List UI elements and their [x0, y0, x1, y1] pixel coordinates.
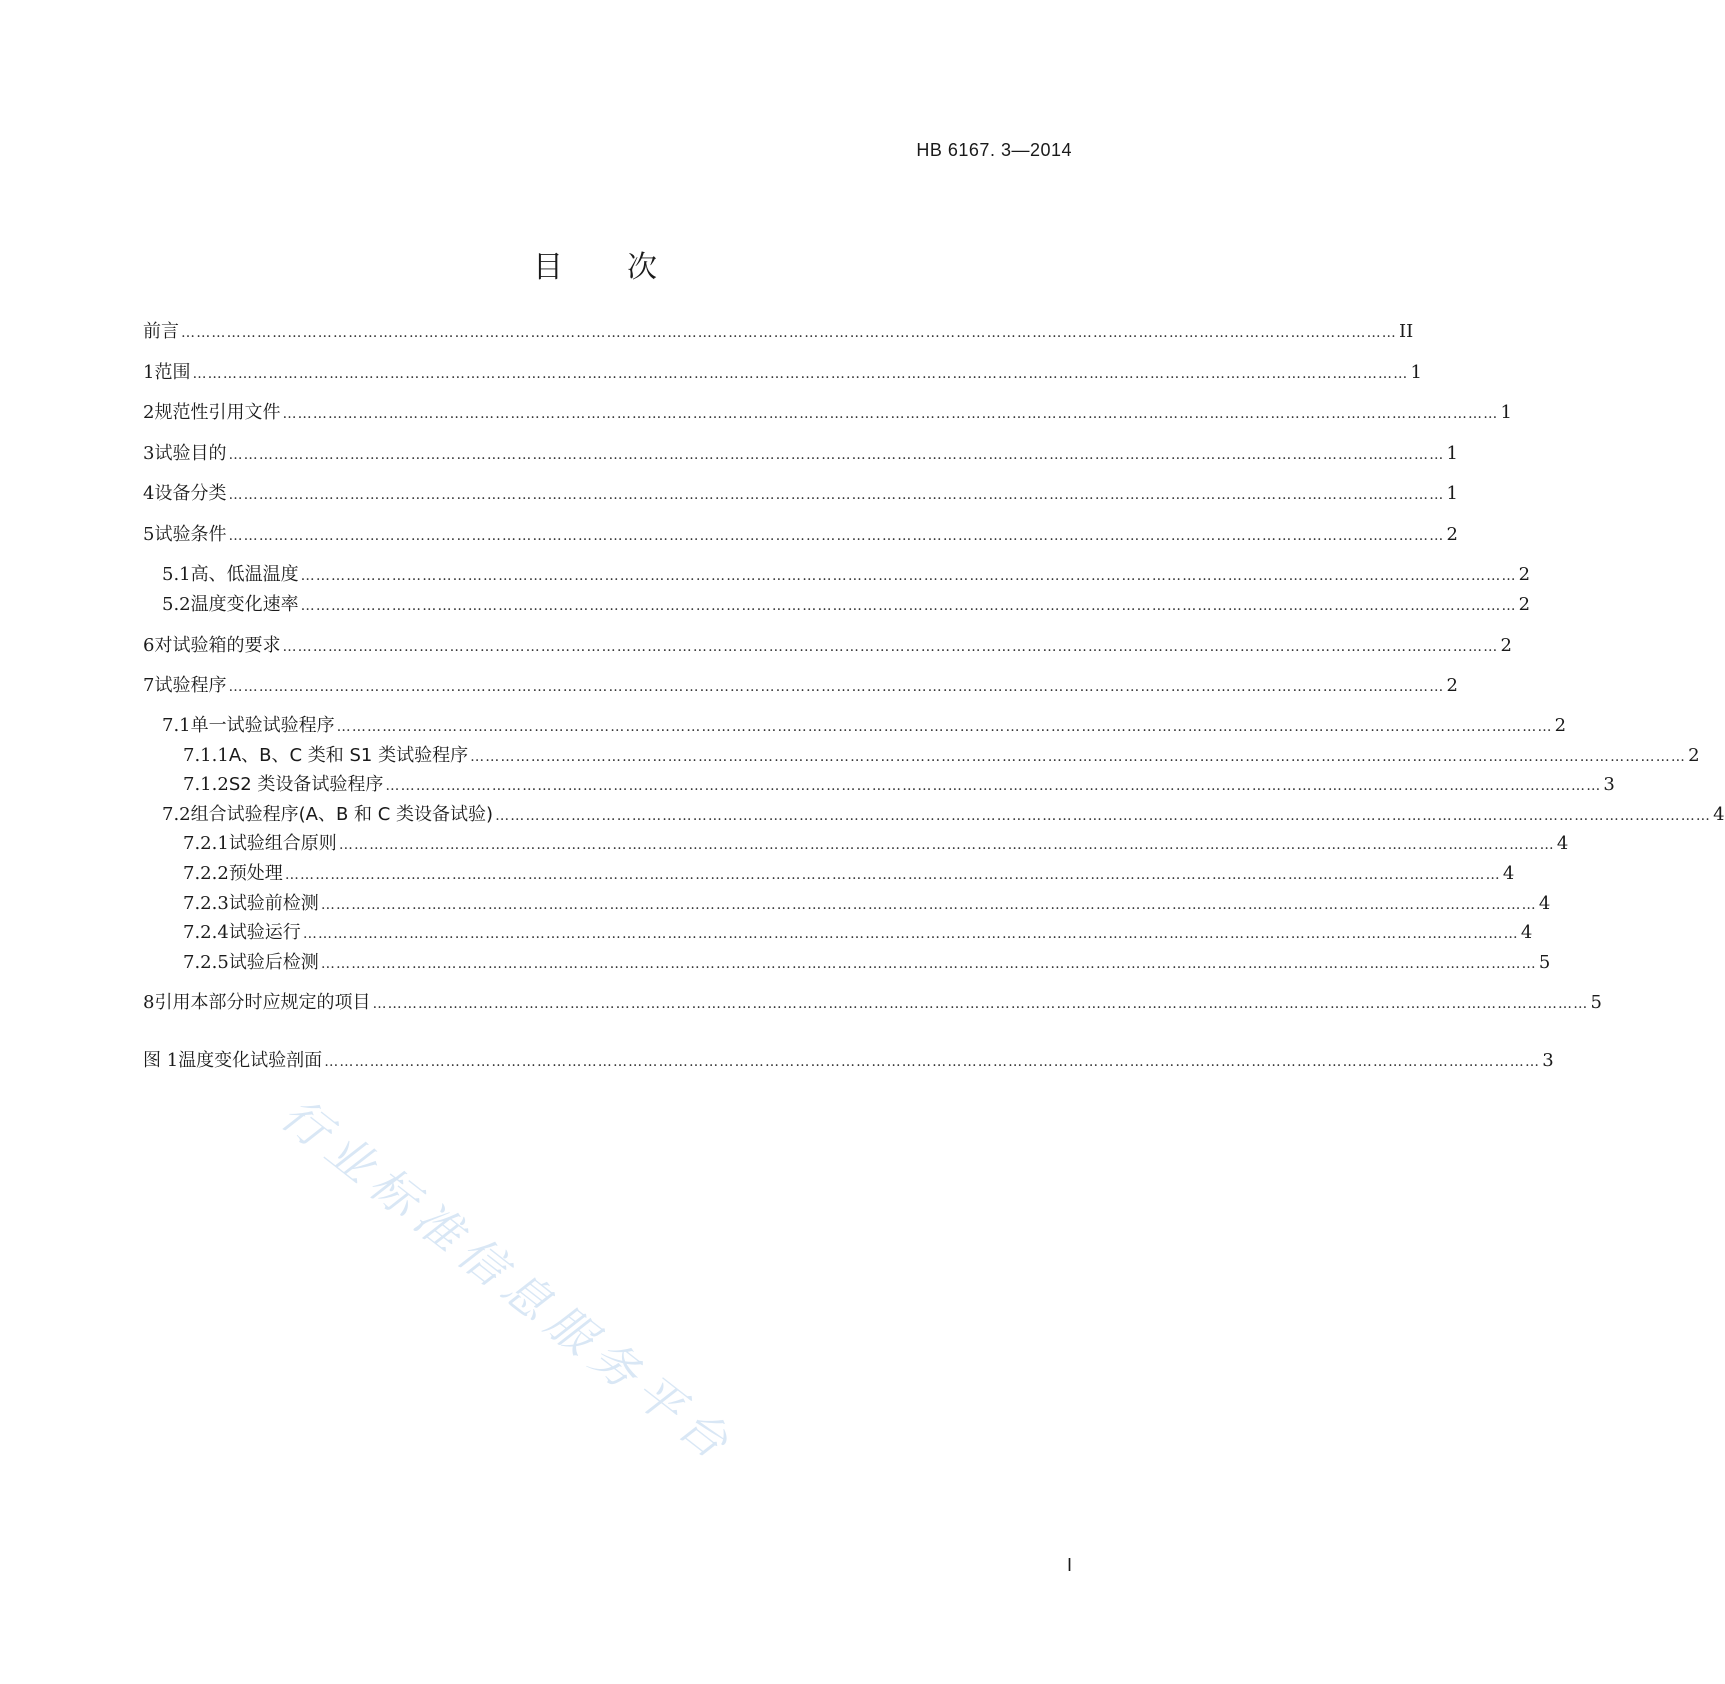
toc-page-number: 1 [1500, 402, 1512, 423]
toc-entry-6[interactable] [143, 634, 1512, 658]
toc-entry-number: 8 [143, 992, 155, 1013]
toc-entry-8[interactable] [143, 991, 1602, 1015]
toc-entry-text: A、B、C 类和 S1 类试验程序 [228, 745, 469, 766]
toc-page-number: 4 [1556, 833, 1569, 854]
toc-leader: …………………………………………………………………………………………………………………………………………………………………………………………………………………… [284, 867, 1501, 883]
toc-leader: …………………………………………………………………………………………………………………………………………………………………………………………………………………… [495, 808, 1712, 824]
toc-page-number: 5 [1538, 952, 1551, 973]
toc-entry-7-2-1[interactable] [183, 832, 1569, 856]
toc-entry-foreword[interactable] [143, 320, 1414, 344]
toc-page-number: 4 [1713, 804, 1725, 825]
toc-entry-7-2-3[interactable] [183, 892, 1551, 916]
toc-leader: …………………………………………………………………………………………………………………………………………………………………………………………………………………… [181, 325, 1397, 341]
toc-page-number: 4 [1502, 863, 1515, 884]
toc-page-number: 4 [1520, 922, 1533, 943]
toc-page-number: 2 [1688, 745, 1700, 766]
toc-leader: …………………………………………………………………………………………………………………………………………………………………………………………………………………… [192, 366, 1409, 382]
toc-leader: …………………………………………………………………………………………………………………………………………………………………………………………………………………… [372, 996, 1589, 1012]
toc-entry-number: 4 [143, 483, 155, 504]
toc-page-number: 1 [1410, 362, 1422, 383]
toc-entry-number: 7.1 [162, 715, 191, 736]
title-char-1: 目 [533, 250, 563, 285]
toc-page-number: 2 [1446, 675, 1458, 696]
toc-entry-text: 温度变化试验剖面 [178, 1050, 323, 1071]
toc-page-number: 2 [1518, 564, 1531, 585]
toc-entry-number: 7.2.2 [183, 863, 229, 884]
toc-entry-number: 6 [143, 635, 155, 656]
document-code: HB 6167. 3—2014 [916, 140, 1072, 160]
toc-entry-text: 对试验箱的要求 [154, 635, 281, 656]
toc-leader: …………………………………………………………………………………………………………………………………………………………………………………………………………………… [228, 679, 1445, 695]
toc-entry-text: 预处理 [228, 863, 283, 884]
toc-entry-number: 3 [143, 443, 155, 464]
toc-entry-7-2[interactable] [162, 803, 1725, 827]
toc-leader: …………………………………………………………………………………………………………………………………………………………………………………………………………………… [320, 897, 1537, 913]
toc-entry-text: 引用本部分时应规定的项目 [154, 992, 371, 1013]
toc-entry-5-1[interactable] [162, 563, 1531, 587]
toc-entry-7[interactable] [143, 674, 1458, 698]
title-char-2: 次 [627, 250, 657, 285]
toc-entry-2[interactable] [143, 401, 1512, 425]
toc-entry-7-2-4[interactable] [183, 921, 1533, 945]
toc-entry-7-2-5[interactable] [183, 951, 1551, 975]
toc-entry-number: 7.2.3 [183, 893, 229, 914]
toc-page-number: 2 [1518, 594, 1531, 615]
toc-leader: …………………………………………………………………………………………………………………………………………………………………………………………………………………… [300, 598, 1517, 614]
toc-leader: …………………………………………………………………………………………………………………………………………………………………………………………………………………… [470, 749, 1687, 765]
toc-entry-7-2-2[interactable] [183, 862, 1515, 886]
toc-entry-7-1-2[interactable] [183, 773, 1615, 797]
toc-entry-text: 试验组合原则 [228, 833, 337, 854]
toc-entry-number: 7 [143, 675, 155, 696]
toc-entry-text: 试验目的 [154, 443, 227, 464]
toc-leader: …………………………………………………………………………………………………………………………………………………………………………………………………………………… [228, 528, 1445, 544]
toc-entry-text: 试验运行 [228, 922, 301, 943]
toc-entry-number: 7.1.1 [183, 745, 229, 766]
toc-entry-number: 5.2 [162, 594, 191, 615]
toc-entry-number: 7.1.2 [183, 774, 229, 795]
toc-entry-5[interactable] [143, 523, 1458, 547]
toc-leader: …………………………………………………………………………………………………………………………………………………………………………………………………………………… [300, 568, 1517, 584]
toc-entry-7-1[interactable] [162, 714, 1567, 738]
page-title [0, 242, 1190, 286]
toc-entry-number: 7.2.5 [183, 952, 229, 973]
toc-leader: …………………………………………………………………………………………………………………………………………………………………………………………………………………… [336, 719, 1553, 735]
toc-leader: …………………………………………………………………………………………………………………………………………………………………………………………………………………… [338, 837, 1555, 853]
toc-entry-number: 2 [143, 402, 155, 423]
toc-entry-text: 范围 [154, 362, 191, 383]
toc-entry-5-2[interactable] [162, 593, 1531, 617]
toc-entry-1[interactable] [143, 361, 1422, 385]
toc-leader: …………………………………………………………………………………………………………………………………………………………………………………………………………………… [320, 956, 1537, 972]
toc-entry-text: 单一试验试验程序 [190, 715, 335, 736]
toc-entry-text: 前言 [143, 321, 179, 342]
toc-page-number: 1 [1446, 443, 1458, 464]
toc-leader: …………………………………………………………………………………………………………………………………………………………………………………………………………………… [302, 926, 1519, 942]
toc-leader: …………………………………………………………………………………………………………………………………………………………………………………………………………………… [282, 406, 1499, 422]
toc-entry-text: S2 类设备试验程序 [228, 774, 384, 795]
toc-leader: …………………………………………………………………………………………………………………………………………………………………………………………………………………… [385, 778, 1602, 794]
toc-page-number: 2 [1446, 524, 1458, 545]
toc-page-number: 2 [1500, 635, 1512, 656]
toc-page-number: 5 [1590, 992, 1602, 1013]
toc-page-number: II [1399, 321, 1414, 342]
toc-entry-text: 设备分类 [154, 483, 227, 504]
toc-entry-text: 试验前检测 [228, 893, 319, 914]
toc-entry-text: 组合试验程序(A、B 和 C 类设备试验) [190, 804, 494, 825]
toc-entry-text: 试验条件 [154, 524, 227, 545]
toc-leader: …………………………………………………………………………………………………………………………………………………………………………………………………………………… [324, 1054, 1541, 1070]
toc-entry-text: 温度变化速率 [190, 594, 299, 615]
toc-entry-number: 5.1 [162, 564, 191, 585]
page-number: I [1066, 1555, 1072, 1575]
toc-leader: …………………………………………………………………………………………………………………………………………………………………………………………………………………… [228, 487, 1445, 503]
toc-leader: …………………………………………………………………………………………………………………………………………………………………………………………………………………… [282, 639, 1499, 655]
watermark: 行业标准信息服务平台 [271, 1087, 746, 1475]
toc-entry-number: 7.2.1 [183, 833, 229, 854]
toc-entry-text: 试验程序 [154, 675, 227, 696]
toc-entry-number: 1 [143, 362, 155, 383]
toc-leader: …………………………………………………………………………………………………………………………………………………………………………………………………………………… [228, 447, 1445, 463]
toc-entry-3[interactable] [143, 442, 1458, 466]
toc-entry-text: 试验后检测 [228, 952, 319, 973]
toc-page-number: 3 [1542, 1050, 1554, 1071]
toc-entry-number: 图 1 [143, 1050, 179, 1071]
toc-entry-4[interactable] [143, 482, 1458, 506]
toc-entry-number: 5 [143, 524, 155, 545]
toc-entry-7-1-1[interactable] [183, 744, 1700, 768]
toc-page-number: 2 [1554, 715, 1567, 736]
toc-entry-number: 7.2.4 [183, 922, 229, 943]
toc-page-number: 1 [1446, 483, 1458, 504]
toc-entry-text: 规范性引用文件 [154, 402, 281, 423]
toc-page-number: 4 [1538, 893, 1551, 914]
toc-entry-number: 7.2 [162, 804, 191, 825]
toc-entry-figure-1[interactable] [143, 1049, 1554, 1073]
toc-entry-text: 高、低温温度 [190, 564, 299, 585]
toc-page-number: 3 [1603, 774, 1615, 795]
